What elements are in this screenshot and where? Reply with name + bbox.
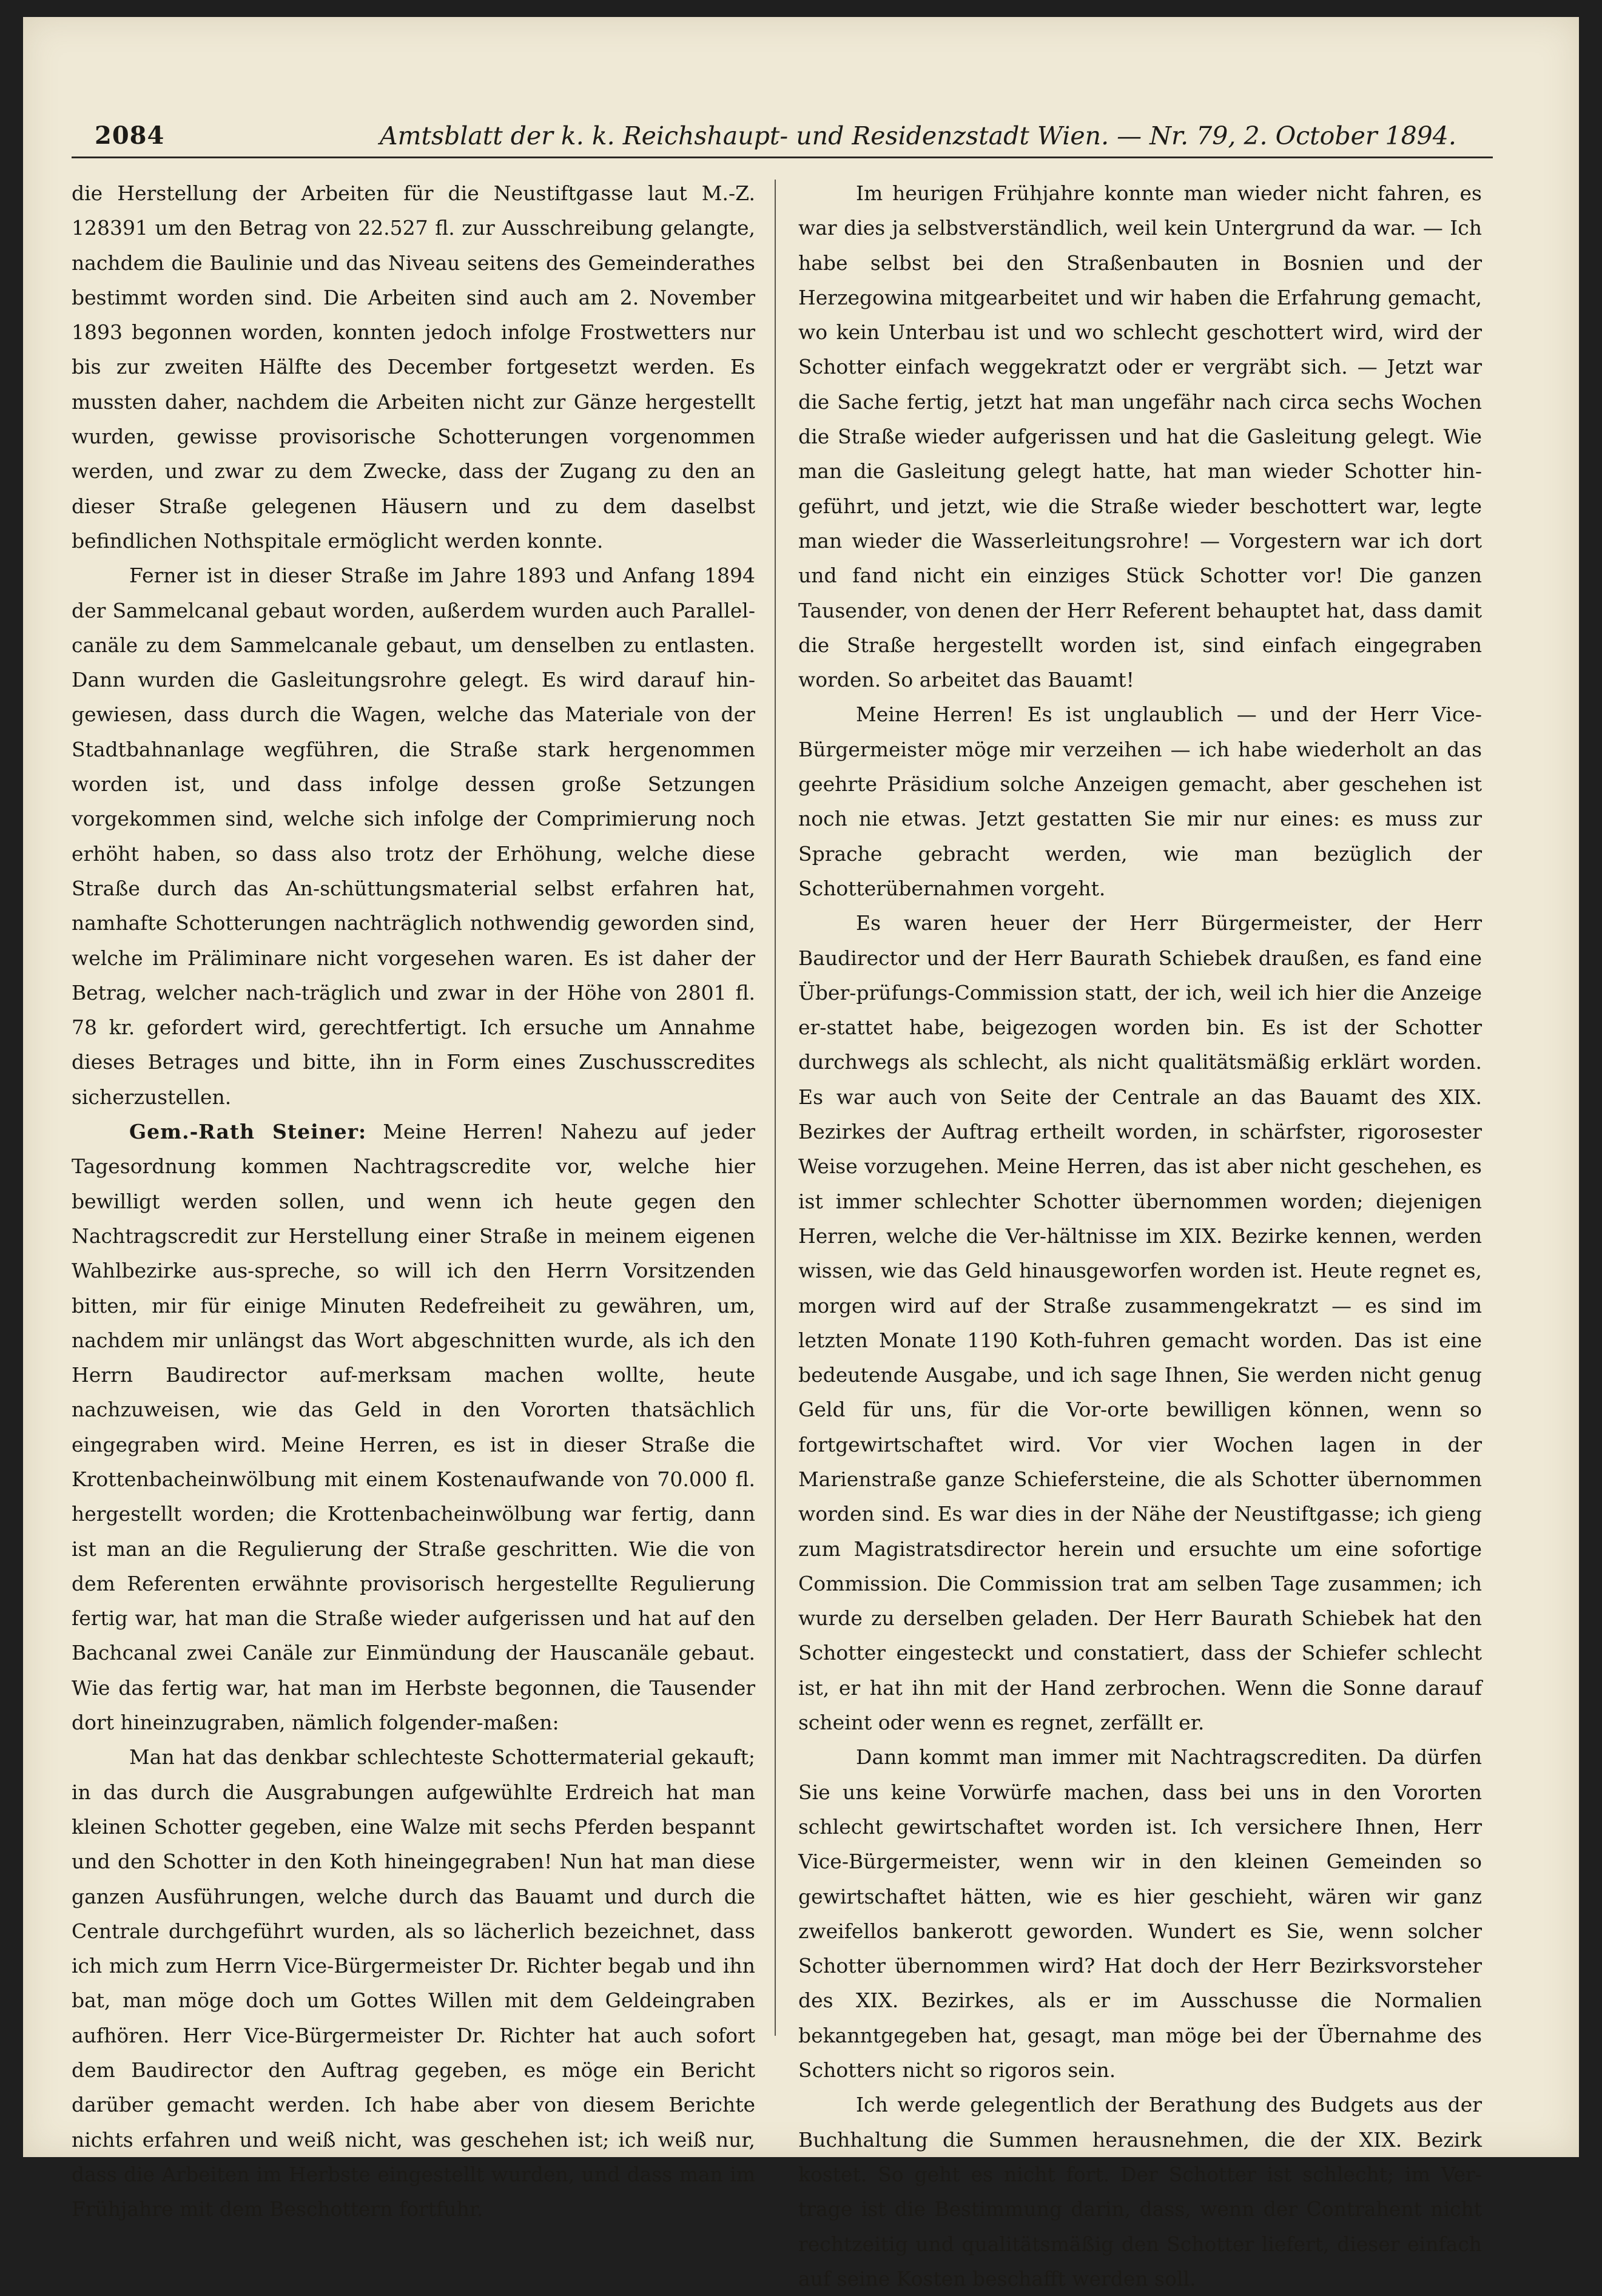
left-column [72,176,755,2221]
left-paragraph-4: Man hat das denkbar schlechteste Schottermaterial gekauft; in das durch die Ausgrabungen aufgewühlte Erdreich hat man kleinen Schotter gegeben, eine Walze mit sechs Pferden bespannt und den Schotter in den Koth hineingegraben! Nun hat man diese ganzen Ausführungen, welche durch das Bauamt und durch die Centrale durchgeführt wurden, als so lächerlich bezeichnet, dass ich mich zum Herrn Vice-Bürgermeister Dr. Richter begab und ihn bat, man möge doch um Gottes Willen mit dem Geldeingraben aufhören. Herr Vice-Bürgermeister Dr. Richter hat auch sofort dem Baudirector den Auftrag gegeben, es möge ein Bericht darüber gemacht werden. Ich habe aber von diesem Berichte nichts erfahren und weiß nicht, was geschehen ist; ich weiß nur, dass die Arbeiten im Herbste eingestellt wurden, und dass man im Frühjahre mit dem Beschottern fortfuhr. [72,1745,755,2221]
column-divider [775,180,776,2036]
page-number: 2084 [95,121,165,150]
page-header [95,108,1456,163]
left-paragraph-2: Ferner ist in dieser Straße im Jahre 1893 und Anfang 1894 der Sammelcanal gebaut worden, außerdem wurden auch Parallel-canäle zu dem Sammelcanale gebaut, um denselben zu entlasten. Dann wurden die Gasleitungsrohre gelegt. Es wird darauf hin-gewiesen, dass durch die Wagen, welche das Materiale von der Stadtbahnanlage wegführen, die Straße stark hergenommen worden ist, und dass infolge dessen große Setzungen vorgekommen sind, welche sich infolge der Comprimierung noch erhöht haben, so dass also trotz der Erhöhung, welche diese Straße durch das An-schüttungsmaterial selbst erfahren hat, namhafte Schotterungen nachträglich nothwendig geworden sind, welche im Präliminare nicht vorgesehen waren. Es ist daher der Betrag, welcher nach-träglich und zwar in der Höhe von 2801 fl. 78 kr. gefordert wird, gerechtfertigt. Ich ersuche um Annahme dieses Betrages und bitte, ihn in Form eines Zuschusscredites sicherzustellen. [72,564,755,1109]
right-paragraph-5: Ich werde gelegentlich der Berathung des Budgets aus der Buchhaltung die Summen herausnehmen, die der XIX. Bezirk kostet. So geht es nicht fort. Der Schotter ist schlecht; im Ver-trage ist die Bestimmung darin, dass, wenn der Contrahent nicht rechtzeitig und qualitätsmäßig den Schotter liefert, dieser einfach auf seine Kosten beschafft werden soll. [798,2093,1482,2291]
right-paragraph-3: Es waren heuer der Herr Bürgermeister, der Herr Baudirector und der Herr Baurath Schiebek draußen, es fand eine Über-prüfungs-Commission statt, der ich, weil ich hier die Anzeige er-stattet habe, beigezogen worden bin. Es ist der Schotter durchwegs als schlecht, als nicht qualitätsmäßig erklärt worden. Es war auch von Seite der Centrale an das Bauamt des XIX. Bezirkes der Auftrag ertheilt worden, in schärfster, rigorosester Weise vorzugehen. Meine Herren, das ist aber nicht geschehen, es ist immer schlechter Schotter übernommen worden; diejenigen Herren, welche die Ver-hältnisse im XIX. Bezirke kennen, werden wissen, wie das Geld hinausgeworfen worden ist. Heute regnet es, morgen wird auf der Straße zusammengekratzt — es sind im letzten Monate 1190 Koth-fuhren gemacht worden. Das ist eine bedeutende Ausgabe, und ich sage Ihnen, Sie werden nicht genug Geld für uns, für die Vor-orte bewilligen können, wenn so fortgewirtschaftet wird. Vor vier Wochen lagen in der Marienstraße ganze Schiefersteine, die als Schotter übernommen worden sind. Es war dies in der Nähe der Neustiftgasse; ich gieng zum Magistratsdirector herein und ersuchte um eine sofortige Commission. Die Commission trat am selben Tage zusammen; ich wurde zu derselben geladen. Der Herr Baurath Schiebek hat den Schotter eingesteckt und constatiert, dass der Schiefer schlecht ist, er hat ihn mit der Hand zerbrochen. Wenn die Sonne darauf scheint oder wenn es regnet, zerfällt er. [798,911,1482,1735]
left-paragraph-1: die Herstellung der Arbeiten für die Neustiftgasse laut M.-Z. 128391 um den Betrag von 22.527 fl. zur Ausschreibung gelangte, nachdem die Baulinie und das Niveau seitens des Gemeinderathes bestimmt worden sind. Die Arbeiten sind auch am 2. November 1893 begonnen worden, konnten jedoch infolge Frostwetters nur bis zur zweiten Hälfte des December fortgesetzt werden. Es mussten daher, nachdem die Arbeiten nicht zur Gänze hergestellt wurden, gewisse provisorische Schotterungen vorgenommen werden, und zwar zu dem Zwecke, dass der Zugang zu den an dieser Straße gelegenen Häusern und zu dem daselbst befindlichen Nothspitale ermöglicht werden konnte. [72,181,755,553]
speech-text: Meine Herren! Nahezu auf jeder Tagesordnung kommen Nachtragscredite vor, welche hier bewilligt werden sollen, und wenn ich heute gegen den Nachtragscredit zur Herstellung einer Straße in meinem eigenen Wahlbezirke aus-spreche, so will ich den Herrn Vorsitzenden bitten, mir für einige Minuten Redefreiheit zu gewähren, um, nachdem mir unlängst das Wort abgeschnitten wurde, als ich den Herrn Baudirector auf-merksam machen wollte, heute nachzuweisen, wie das Geld in den Vororten thatsächlich eingegraben wird. Meine Herren, es ist in dieser Straße die Krottenbacheinwölbung mit einem Kostenaufwande von 70.000 fl. hergestellt worden; die Krottenbacheinwölbung war fertig, dann ist man an die Regulierung der Straße geschritten. Wie die von dem Referenten erwähnte provisorisch hergestellte Regulierung fertig war, hat man die Straße wieder aufgerissen und hat auf den Bachcanal zwei Canäle zur Einmündung der Hauscanäle gebaut. Wie das fertig war, hat man im Herbste begonnen, die Tausender dort hineinzugraben, nämlich folgender-maßen: [72,1120,755,1735]
right-paragraph-2: Meine Herren! Es ist unglaublich — und der Herr Vice-Bürgermeister möge mir verzeihen — ich habe wiederholt an das geehrte Präsidium solche Anzeigen gemacht, aber geschehen ist noch nie etwas. Jetzt gestatten Sie mir nur eines: es muss zur Sprache gebracht werden, wie man bezüglich der Schotterübernahmen vorgeht. [798,702,1482,900]
running-title: Amtsblatt der k. k. Reichshaupt- und Residenzstadt Wien. — Nr. 79, 2. October 1894. [380,121,1456,150]
speaker-name: Gem.-Rath Steiner: [129,1120,367,1144]
left-paragraph-3 [72,1114,755,1740]
right-paragraph-4: Dann kommt man immer mit Nachtragscrediten. Da dürfen Sie uns keine Vorwürfe machen, dass bei uns in den Vororten schlecht gewirtschaftet worden ist. Ich versichere Ihnen, Herr Vice-Bürgermeister, wenn wir in den kleinen Gemeinden so gewirtschaftet hätten, wie es hier geschieht, wären wir ganz zweifellos bankerott geworden. Wundert es Sie, wenn solcher Schotter übernommen wird? Hat doch der Herr Bezirksvorsteher des XIX. Bezirkes, als er im Ausschusse die Normalien bekanntgegeben hat, gesagt, man möge bei der Übernahme des Schotters nicht so rigoros sein. [798,1745,1482,2082]
right-column [798,176,1482,2291]
right-paragraph-1: Im heurigen Frühjahre konnte man wieder nicht fahren, es war dies ja selbstverständlich, weil kein Untergrund da war. — Ich habe selbst bei den Straßenbauten in Bosnien und der Herzegowina mitgearbeitet und wir haben die Erfahrung gemacht, wo kein Unterbau ist und wo schlecht geschottert wird, wird der Schotter einfach weggekratzt oder er vergräbt sich. — Jetzt war die Sache fertig, jetzt hat man ungefähr nach circa sechs Wochen die Straße wieder aufgerissen und hat die Gasleitung gelegt. Wie man die Gasleitung gelegt hatte, hat man wieder Schotter hin-geführt, und jetzt, wie die Straße wieder beschottert war, legte man wieder die Wasserleitungsrohre! — Vorgestern war ich dort und fand nicht ein einziges Stück Schotter vor! Die ganzen Tausender, von denen der Herr Referent behauptet hat, dass damit die Straße hergestellt worden ist, sind einfach eingegraben worden. So arbeitet das Bauamt! [798,181,1482,692]
header-rule [72,157,1493,158]
